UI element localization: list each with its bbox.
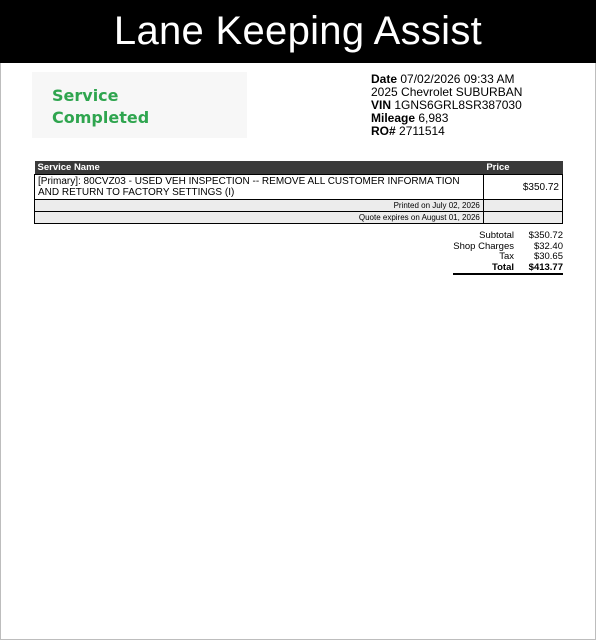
quote-row bbox=[35, 212, 563, 224]
service-price: $350.72 bbox=[483, 175, 562, 200]
total-row bbox=[453, 263, 563, 276]
service-description: [Primary]: 80CVZ03 - USED VEH INSPECTION -- REMOVE ALL CUSTOMER INFORMA TION AND RETURN TO FACTORY SETTINGS (I) bbox=[35, 175, 484, 200]
vin-label: VIN bbox=[371, 98, 392, 112]
document-frame bbox=[0, 63, 596, 640]
mileage-value: 6,983 bbox=[418, 111, 449, 125]
printed-row-empty-cell bbox=[483, 200, 562, 212]
tax-row bbox=[440, 252, 563, 263]
printed-date: Printed on July 02, 2026 bbox=[35, 200, 484, 212]
service-status-box bbox=[32, 72, 247, 138]
subtotal-value: $350.72 bbox=[528, 230, 563, 241]
title-banner bbox=[0, 0, 596, 63]
ro-value: 2711514 bbox=[399, 124, 445, 138]
service-table bbox=[34, 161, 563, 224]
total-value: $413.77 bbox=[528, 261, 563, 273]
vin-value: 1GNS6GRL8SR387030 bbox=[394, 98, 522, 112]
service-name-header: Service Name bbox=[35, 161, 484, 175]
table-header-row bbox=[35, 161, 563, 175]
total-label: Total bbox=[492, 261, 514, 273]
date-label: Date bbox=[371, 72, 398, 86]
status-line-1: Service bbox=[52, 86, 119, 105]
shop-charges-value: $32.40 bbox=[533, 240, 563, 252]
quote-expiry: Quote expires on August 01, 2026 bbox=[35, 212, 484, 224]
table-row bbox=[35, 175, 563, 200]
status-line-2: Completed bbox=[52, 108, 150, 127]
subtotal-label: Subtotal bbox=[479, 230, 514, 241]
tax-label: Tax bbox=[499, 251, 514, 262]
mileage-label: Mileage bbox=[371, 111, 416, 125]
ro-label: RO# bbox=[371, 124, 396, 138]
ro-row bbox=[371, 125, 522, 138]
date-value: 07/02/2026 09:33 AM bbox=[400, 72, 515, 86]
shop-charges-label: Shop Charges bbox=[453, 240, 514, 252]
totals-block bbox=[440, 231, 563, 275]
price-header: Price bbox=[483, 161, 562, 175]
page-title: Lane Keeping Assist bbox=[113, 9, 483, 53]
printed-row bbox=[35, 200, 563, 212]
vehicle-info bbox=[371, 73, 522, 138]
subtotal-row bbox=[440, 231, 563, 242]
quote-row-empty-cell bbox=[483, 212, 562, 224]
vehicle-model: 2025 Chevrolet SUBURBAN bbox=[371, 85, 523, 99]
tax-value: $30.65 bbox=[533, 251, 563, 262]
